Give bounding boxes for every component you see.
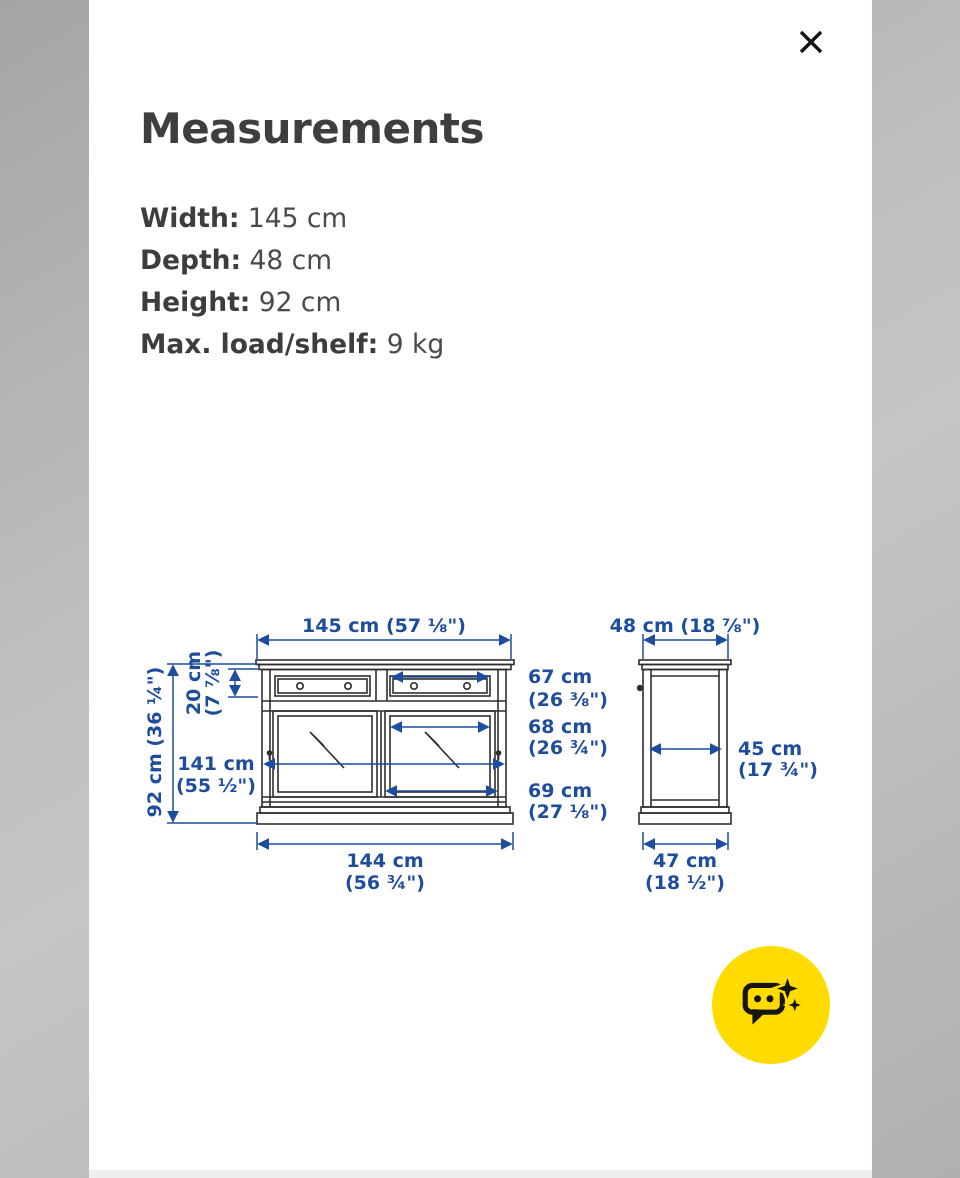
page-title: Measurements bbox=[140, 104, 484, 153]
spec-label: Height: bbox=[140, 287, 251, 318]
close-icon bbox=[796, 27, 826, 57]
spec-row-max-load bbox=[140, 324, 444, 366]
dim-base-width-in: (56 ¾") bbox=[345, 872, 425, 894]
measurements-modal bbox=[89, 0, 872, 1178]
spec-label: Depth: bbox=[140, 245, 242, 276]
dim-inner-width-in: (55 ½") bbox=[176, 775, 256, 797]
dim-door-width-in: (27 ⅛") bbox=[528, 801, 608, 823]
dim-base-width-cm: 144 cm bbox=[346, 850, 424, 872]
dimension-labels bbox=[144, 615, 818, 894]
sparkle-icon-small bbox=[789, 999, 801, 1011]
spec-row-height bbox=[140, 282, 444, 324]
dim-drawer-width-in: (26 ⅜") bbox=[528, 689, 608, 711]
dim-drawer-height-cm: 20 cm bbox=[183, 650, 205, 716]
dim-overall-height: 92 cm (36 ¼") bbox=[144, 666, 166, 818]
modal-bottom-edge bbox=[89, 1170, 872, 1178]
chat-bubble-sparkle-icon bbox=[738, 974, 804, 1036]
dim-overall-width: 145 cm (57 ⅛") bbox=[302, 615, 466, 637]
spec-value: 9 kg bbox=[386, 329, 445, 360]
dim-glass-width-cm: 68 cm bbox=[528, 716, 593, 738]
dim-base-depth-cm: 47 cm bbox=[652, 850, 718, 872]
dim-glass-width-in: (26 ¾") bbox=[528, 737, 608, 759]
measurement-diagram bbox=[140, 604, 820, 904]
dim-inner-depth-cm: 45 cm bbox=[738, 738, 803, 760]
cabinet-side-view-drawing bbox=[638, 660, 731, 824]
dim-inner-width-cm: 141 cm bbox=[177, 753, 255, 775]
spec-list bbox=[140, 198, 444, 366]
spec-value: 48 cm bbox=[249, 245, 333, 276]
dim-door-width-cm: 69 cm bbox=[528, 780, 593, 802]
spec-label: Width: bbox=[140, 203, 240, 234]
cabinet-front-view-drawing bbox=[256, 660, 514, 824]
dim-drawer-height-in: (7 ⅞") bbox=[202, 649, 224, 717]
spec-row-depth bbox=[140, 240, 444, 282]
dim-inner-depth-in: (17 ¾") bbox=[738, 759, 818, 781]
dimension-lines bbox=[167, 634, 728, 850]
close-button[interactable] bbox=[793, 24, 829, 60]
chat-assistant-button[interactable] bbox=[712, 946, 830, 1064]
dim-overall-depth: 48 cm (18 ⅞") bbox=[609, 615, 761, 637]
spec-row-width bbox=[140, 198, 444, 240]
dim-drawer-width-cm: 67 cm bbox=[528, 666, 593, 688]
spec-value: 145 cm bbox=[247, 203, 348, 234]
spec-label: Max. load/shelf: bbox=[140, 329, 379, 360]
spec-value: 92 cm bbox=[258, 287, 342, 318]
dim-base-depth-in: (18 ½") bbox=[645, 872, 725, 894]
